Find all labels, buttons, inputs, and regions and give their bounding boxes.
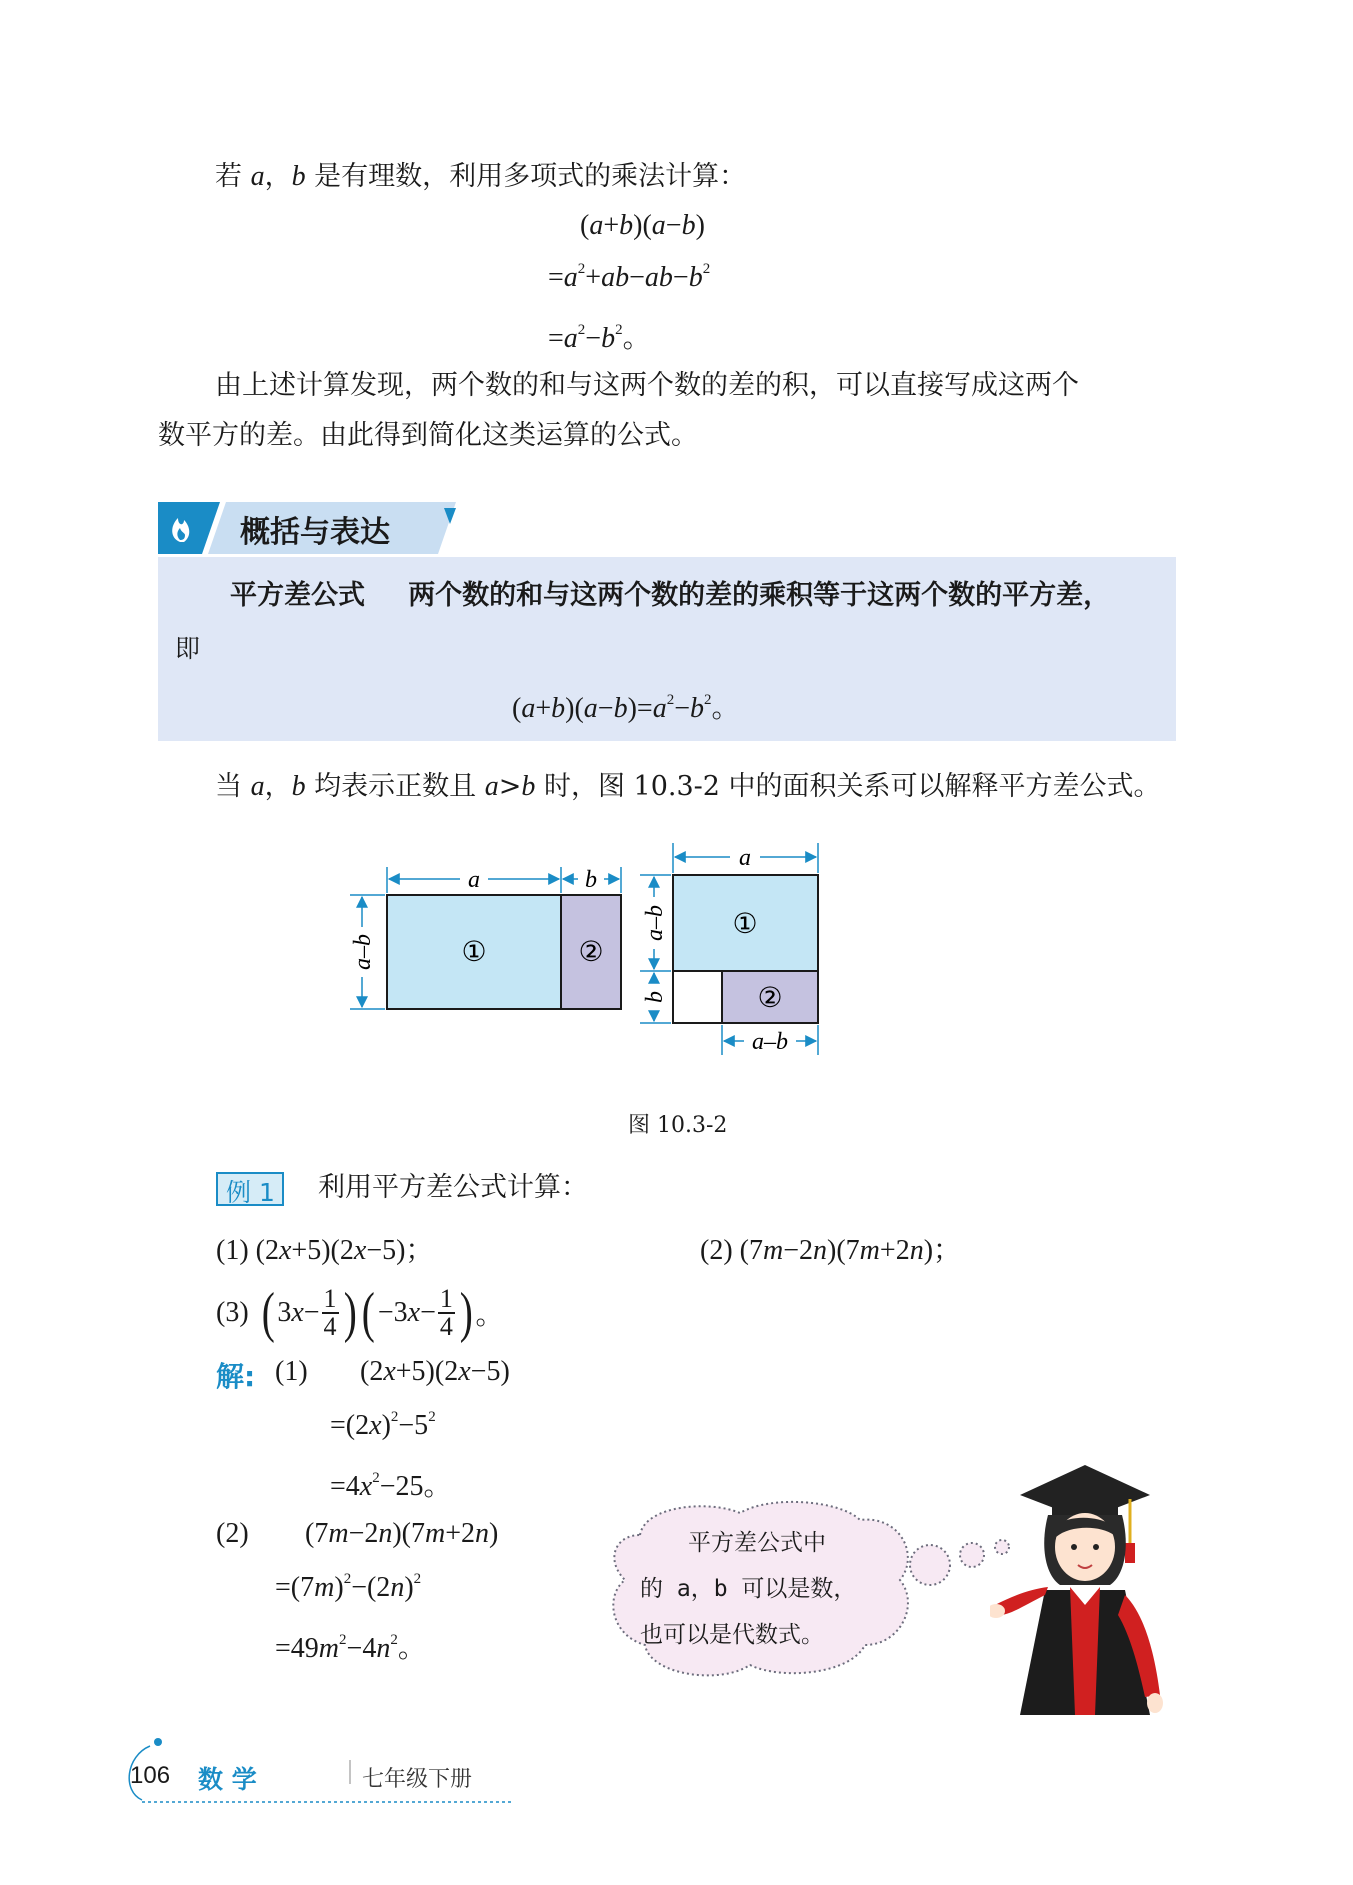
intro-paragraph-line-1: 由上述计算发现，两个数的和与这两个数的差的积，可以直接写成这两个 [215, 370, 1079, 401]
calc-line-2: $=a^2+ab-ab-b^2$ [548, 261, 711, 293]
section-title: 概括与表达 [240, 515, 390, 550]
right-dim-side-bottom: b [642, 991, 668, 1003]
example-tag: 例 1 [226, 1178, 275, 1207]
right-label-2: ② [757, 981, 783, 1014]
problem-1: (1) (2x+5)(2x−5)； [216, 1235, 434, 1266]
bubble-line-3: 也可以是代数式。 [640, 1622, 824, 1648]
footer-grade: 七年级下册 [362, 1767, 473, 1792]
calc-line-1: (a+b)(a−b) [580, 210, 705, 241]
problem-3-label: (3) [216, 1297, 249, 1328]
solution-2-line-3: $=49m^2-4n^2$。 [275, 1632, 426, 1664]
page-number: 106 [130, 1762, 171, 1789]
solution-label: 解: [216, 1360, 256, 1393]
solution-1-label: (1) [275, 1356, 308, 1387]
figure-caption: 图 10.3-2 [628, 1113, 728, 1138]
bubble-line-1: 平方差公式中 [688, 1530, 826, 1556]
left-dim-b: b [585, 867, 597, 893]
intro-line: 若 a，b 是有理数，利用多项式的乘法计算： [215, 161, 747, 192]
solution-1-line-3: $=4x^2-25$。 [330, 1470, 452, 1502]
bubble-text [688, 1520, 826, 1566]
example-prompt: 利用平方差公式计算： [318, 1172, 588, 1203]
right-label-1: ① [732, 907, 758, 940]
area-figure [330, 835, 1000, 1095]
formula-name: 平方差公式 [230, 580, 365, 611]
graduate-girl-illustration [990, 1465, 1180, 1715]
right-region-blank [673, 971, 722, 1023]
solution-1-line-2: $=(2x)^2-5^2$ [330, 1409, 436, 1441]
footer-subject: 数 学 [198, 1765, 257, 1794]
figure-intro: 当 a，b 均表示正数且 a>b 时，图 10.3-2 中的面积关系可以解释平方差公式。 [215, 771, 1161, 802]
solution-1-line-1: (2x+5)(2x−5) [360, 1356, 510, 1387]
right-rectangle [640, 843, 818, 1055]
calc-line-3: $=a^2-b^2$。 [548, 322, 651, 354]
left-rectangle [350, 867, 621, 1009]
problem-3: (3) ( 3 x − $\frac{1}{4}$ ) ( −3 x − $\frac{1}{4}$ ) 。 [216, 1282, 504, 1344]
fraction-2: $\frac{1}{4}$ [439, 1284, 453, 1341]
fraction-1: $\frac{1}{4}$ [323, 1284, 337, 1341]
formula-expression: $(a+b)(a-b)=a^2-b^2$。 [512, 692, 740, 724]
bubble-line-2: 的 a，b 可以是数， [640, 1576, 857, 1602]
formula-ji: 即 [175, 634, 201, 663]
left-dim-a: a [468, 867, 480, 893]
intro-paragraph-line-2: 数平方的差。由此得到简化这类运算的公式。 [158, 420, 698, 451]
problem-2: (2) (7m−2n)(7m+2n)； [700, 1235, 962, 1266]
left-label-2: ② [578, 935, 604, 968]
formula-statement [230, 580, 1110, 612]
right-dim-a: a [739, 845, 751, 871]
solution-2-line-1: (7m−2n)(7m+2n) [305, 1518, 499, 1549]
solution-2-line-2: $=(7m)^2-(2n)^2$ [275, 1571, 422, 1603]
left-dim-side: a–b [350, 934, 376, 970]
left-label-1: ① [461, 935, 487, 968]
formula-text: 两个数的和与这两个数的差的乘积等于这两个数的平方差， [408, 580, 1111, 611]
solution-2-label: (2) [216, 1518, 249, 1549]
right-dim-bottom: a–b [752, 1029, 788, 1055]
right-dim-side-top: a–b [642, 905, 668, 941]
